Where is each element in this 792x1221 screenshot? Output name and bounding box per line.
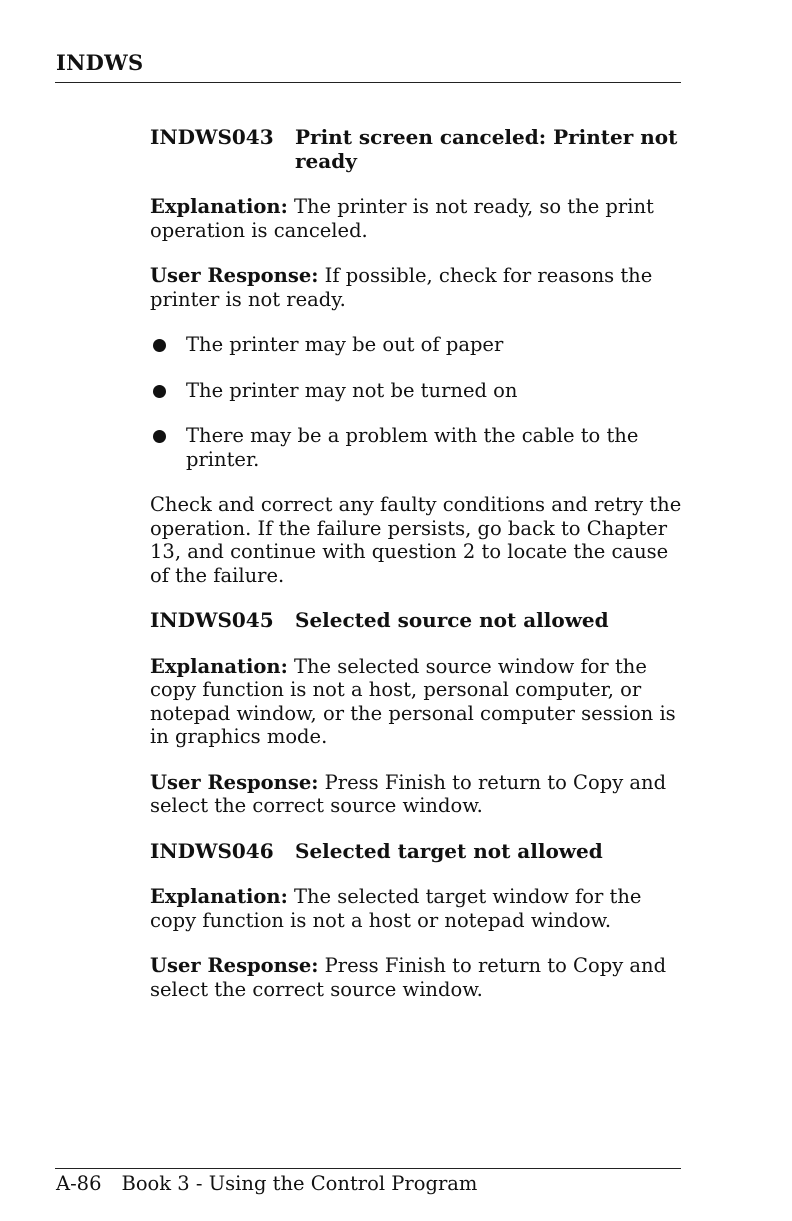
user-response-label: User Response: <box>150 264 319 287</box>
bullet-icon <box>153 385 166 398</box>
user-response-paragraph <box>150 771 685 818</box>
followup-paragraph: Check and correct any faulty conditions and retry the operation. If the failure persists, go back to Chapter 13, and continue with question 2 to locate the cause of the failure. <box>150 493 682 587</box>
bullet-icon <box>153 430 166 443</box>
header-rule <box>55 82 681 83</box>
bullet-item <box>150 379 685 403</box>
message-id: INDWS043 <box>150 125 274 149</box>
page-footer <box>56 1172 477 1195</box>
message-title: Selected target not allowed <box>295 838 603 863</box>
explanation-label: Explanation: <box>150 195 288 218</box>
user-response-text: If possible, check for reasons the printer is not ready. <box>150 264 653 311</box>
explanation-label: Explanation: <box>150 885 288 908</box>
explanation-text: The printer is not ready, so the print operation is canceled. <box>150 195 654 242</box>
message-heading <box>150 126 685 173</box>
bullet-text: The printer may be out of paper <box>186 333 504 356</box>
explanation-paragraph <box>150 885 685 932</box>
message-entry <box>150 126 685 587</box>
explanation-label: Explanation: <box>150 654 288 678</box>
explanation-paragraph <box>150 655 685 749</box>
user-response-paragraph <box>150 264 685 311</box>
bullet-text: The printer may not be turned on <box>186 378 518 402</box>
message-heading <box>150 609 685 633</box>
user-response-label: User Response: <box>150 954 319 977</box>
message-title: Selected source not allowed <box>295 608 609 632</box>
message-list <box>150 126 685 1023</box>
bullet-list <box>150 333 685 471</box>
bullet-item <box>150 333 685 357</box>
explanation-text: The selected source window for the copy function is not a host, personal computer, or notepad window, or the personal computer session is in graphics mode. <box>150 654 676 748</box>
message-id: INDWS046 <box>150 838 274 863</box>
page-number: A-86 <box>56 1172 102 1195</box>
user-response-text: Press Finish to return to Copy and select the correct source window. <box>150 954 667 1001</box>
message-entry <box>150 840 685 1002</box>
user-response-text: Press Finish to return to Copy and select the correct source window. <box>150 770 667 817</box>
message-entry <box>150 609 685 818</box>
book-title: Book 3 - Using the Control Program <box>121 1172 478 1195</box>
bullet-item <box>150 424 685 471</box>
message-title: Print screen canceled: Printer not ready <box>295 125 678 173</box>
message-id: INDWS045 <box>150 608 274 632</box>
message-heading <box>150 840 685 864</box>
footer-rule <box>55 1168 681 1169</box>
bullet-text: There may be a problem with the cable to the printer. <box>186 424 639 471</box>
explanation-text: The selected target window for the copy function is not a host or notepad window. <box>150 885 642 932</box>
user-response-label: User Response: <box>150 770 319 794</box>
explanation-paragraph <box>150 195 685 242</box>
user-response-paragraph <box>150 954 685 1001</box>
bullet-icon <box>153 339 166 352</box>
running-header: INDWS <box>56 50 144 75</box>
